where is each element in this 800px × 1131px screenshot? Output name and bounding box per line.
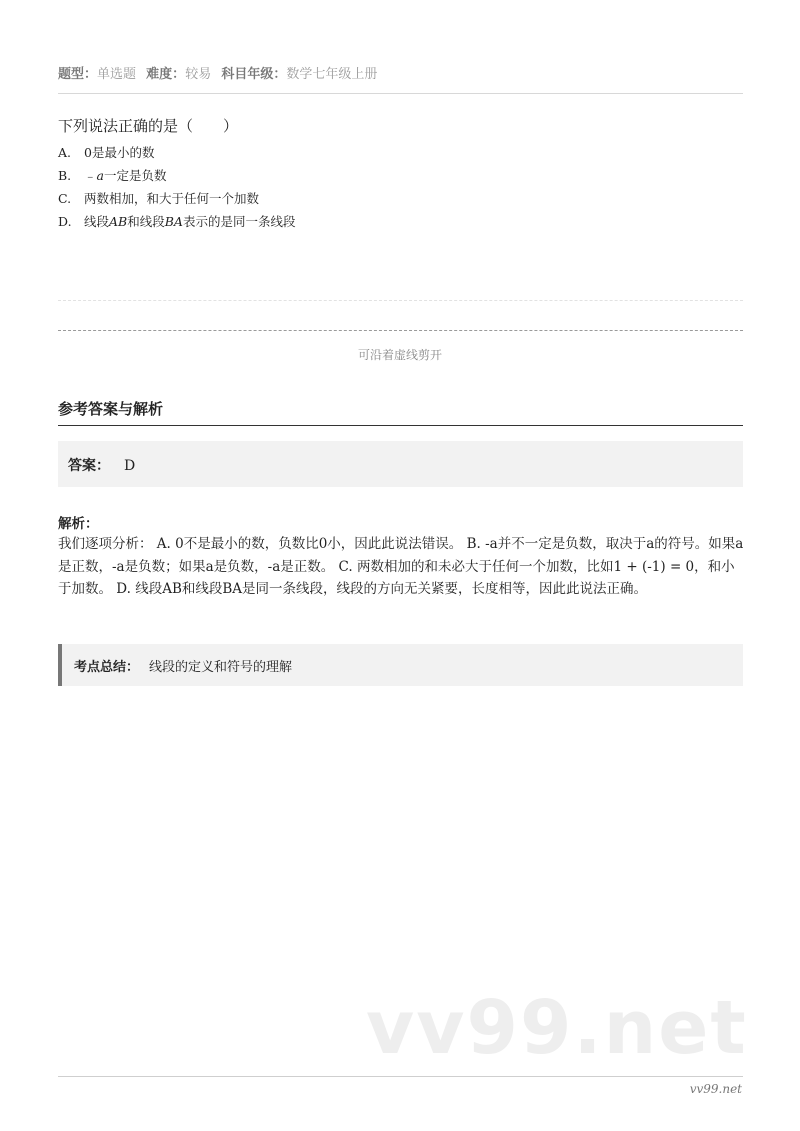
option-c: [58, 187, 748, 210]
difficulty-label: 难度：: [146, 67, 186, 82]
option-d-label: D.: [58, 214, 72, 229]
difficulty-value: 较易: [185, 67, 212, 82]
option-b: [58, 164, 748, 187]
answer-section-divider: [58, 425, 743, 426]
cut-line: [58, 330, 743, 331]
meta-divider: [58, 93, 743, 94]
option-c-text: 两数相加，和大于任何一个加数: [84, 191, 260, 206]
option-b-suffix: 一定是负数: [103, 168, 167, 183]
option-b-label: B.: [58, 168, 72, 183]
subject-value: 数学七年级上册: [286, 67, 378, 82]
question-meta: [58, 63, 377, 82]
explanation-label: 解析：: [58, 516, 99, 532]
key-point-text: 线段的定义和符号的理解: [149, 660, 293, 675]
footer-site: vv99.net: [689, 1082, 742, 1096]
option-c-label: C.: [58, 191, 72, 206]
option-d-suffix: 表示的是同一条线段: [182, 214, 296, 229]
option-a-text: 0是最小的数: [84, 145, 155, 160]
answer-section-title: 参考答案与解析: [58, 400, 164, 418]
option-d-mid: 和线段: [127, 214, 165, 229]
answer-label: 答案：: [68, 458, 110, 474]
type-value: 单选题: [97, 67, 137, 82]
answer-space-divider: [58, 300, 743, 301]
subject-label: 科目年级：: [221, 67, 287, 82]
option-b-prefix: ﹣: [84, 168, 97, 183]
option-a-label: A.: [58, 145, 72, 160]
answer-value: D: [124, 458, 136, 474]
option-d-var2: BA: [164, 214, 183, 229]
answer-box: [58, 441, 743, 487]
option-b-var: a: [96, 168, 104, 183]
type-label: 题型：: [58, 67, 98, 82]
question-stem: 下列说法正确的是（ ）: [58, 117, 239, 135]
watermark: vv99.net: [366, 985, 748, 1071]
option-d-pre: 线段: [84, 214, 110, 229]
option-d-var1: AB: [109, 214, 128, 229]
key-point-label: 考点总结：: [74, 660, 140, 675]
option-d: [58, 210, 748, 233]
explanation-text: 我们逐项分析： A. 0不是最小的数，负数比0小，因此此说法错误。 B. -a并不一定是负数，取决于a的符号。如果a是正数，-a是负数；如果a是负数，-a是正数。 C. 两数相加的和未必大于任何一个加数，比如1 + (-1) = 0，和小于加数。 D. 线段AB和线段BA是同一条线段，线段的方向无关紧要，长度相等，因此此说法正确。: [58, 536, 744, 597]
footer-divider: [58, 1076, 743, 1077]
question-block: [58, 115, 748, 233]
option-a: [58, 141, 748, 164]
cut-note: 可沿着虚线剪开: [357, 348, 442, 362]
key-point-box: [58, 644, 743, 686]
